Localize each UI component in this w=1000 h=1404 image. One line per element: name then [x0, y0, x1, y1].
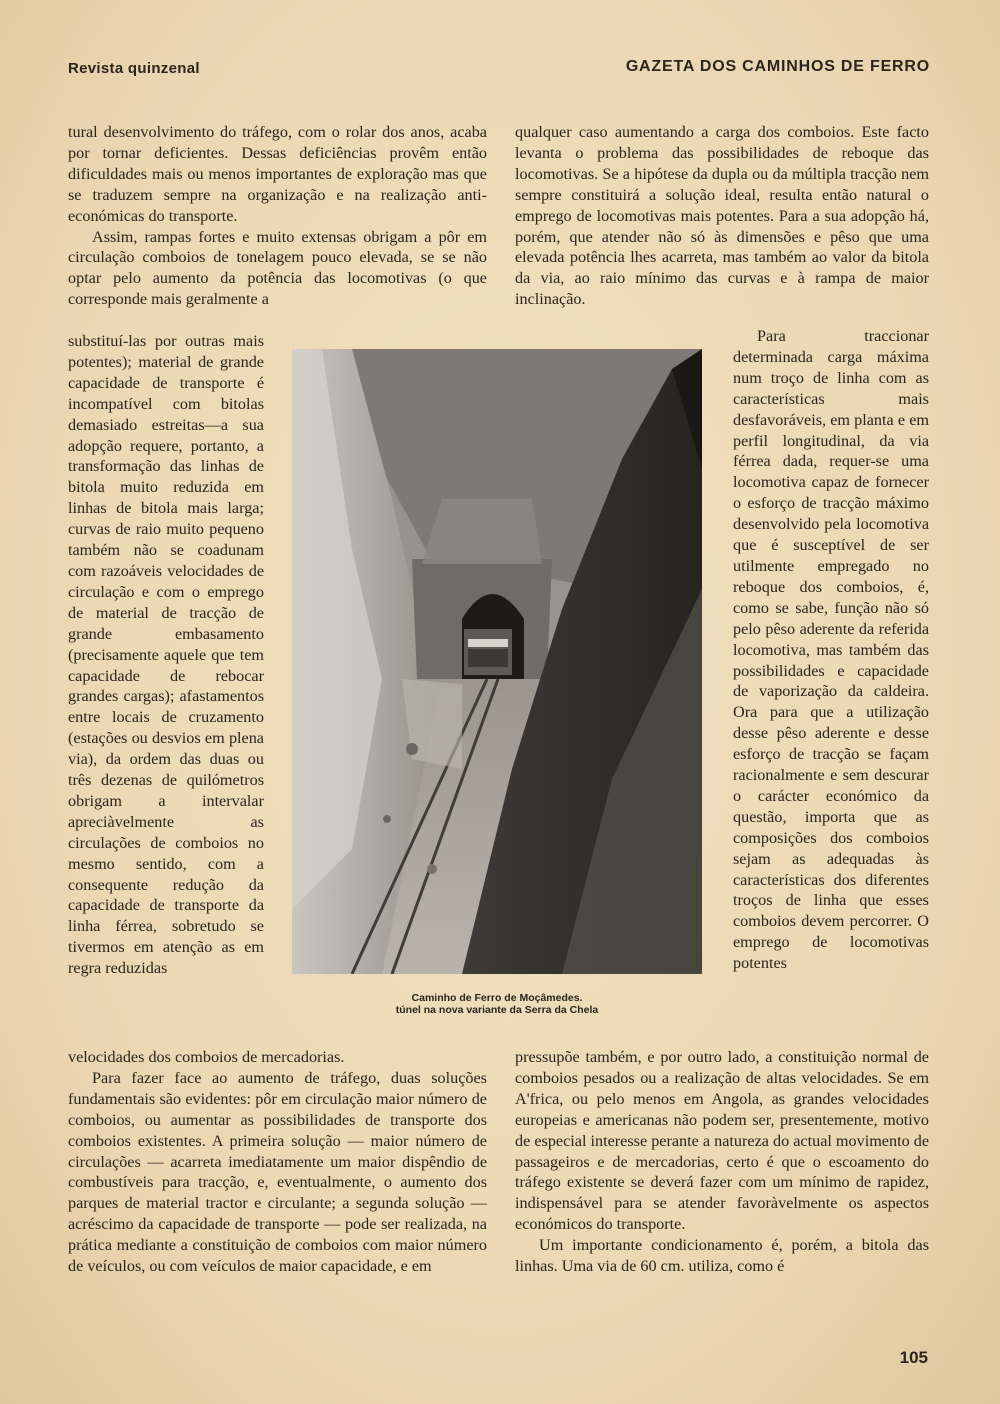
left-column-top	[68, 122, 487, 310]
caption-line-2: túnel na nova variante da Serra da Chela	[395, 1004, 599, 1016]
caption-line-1: Caminho de Ferro de Moçâmedes.	[411, 992, 583, 1004]
paragraph: pressupõe também, e por outro lado, a constituição normal de comboios pesados ou a realização de altas velocidades. Se em A'frica, ou pelo menos em Angola, as grandes velocidades europeias e americanas não podem ser, presentemente, motivo de especial interesse perante a natureza do actual movimento de passageiros e de mercadorias, certo é que o escoamento do tráfego existente se deverá fazer com um mínimo de rapidez, indispensável para se atender favoràvelmente os aspectos económicos do transporte.	[515, 1048, 929, 1234]
tunnel-photograph	[292, 349, 702, 974]
right-column-bottom	[515, 1047, 929, 1277]
right-column-top	[515, 122, 929, 310]
photo-caption	[292, 992, 702, 1016]
header-magazine-title: GAZETA DOS CAMINHOS DE FERRO	[625, 58, 930, 75]
paragraph: Para traccionar determinada carga máxima num troço de linha com as características mais desfavoráveis, em planta e em perfil longitudinal, da via férrea dada, requer-se uma locomotiva capaz de fornecer o esforço de tracção máximo desenvolvido pela locomotiva que é susceptível de ser utilmente empregado no reboque dos comboios, é, como se sabe, função não só pelo pêso aderente da referida locomotiva, mas também das possibilidades e capacidade de vaporização da caldeira. Ora para que a utilização desse pêso aderente e desse esforço de tracção se façam racionalmente e sem descurar o carácter económico da questão, importa que as composições dos comboios sejam as adequadas às características dos diferentes troços de linha que esses comboios devem percorrer. O emprego de locomotivas potentes	[733, 327, 929, 973]
left-column-narrow	[68, 331, 264, 979]
paragraph: Para fazer face ao aumento de tráfego, duas soluções fundamentais são evidentes: pôr em circulação maior número de comboios, ou aumentar as possibilidades de transporte dos comboios existentes. A primeira solução — maior número de circulações — acarreta imediatamente um maior dispêndio de combustíveis para tracção, e, eventualmente, o aumento dos parques de material tractor e circulante; a segunda solução — acréscimo da capacidade de transporte — pode ser realizada, na prática mediante a constituição de comboios com maior número de veículos, ou com veículos de maior capacidade, e em	[68, 1068, 487, 1276]
paragraph: qualquer caso aumentando a carga dos comboios. Este facto levanta o problema das possibilidades de reboque das locomotivas. Se a hipótese da dupla ou da múltipla tracção nem sempre constituirá a solução ideal, resulta então natural o emprego de locomotivas mais potentes. Para a sua adopção há, porém, que atender não só às dimensões e pêso que uma elevada potência lhes acarreta, mas também ao valor da bitola da via, ao raio mínimo das curvas e à rampa de maior inclinação.	[515, 123, 929, 309]
right-column-narrow	[733, 326, 929, 974]
paragraph: tural desenvolvimento do tráfego, com o rolar dos anos, acaba por tornar deficientes. Dessas deficiências provêm então dificuldades mais ou menos importantes de exploração mas que se traduzem sempre na organização e na realização anti-económicas do transporte.	[68, 123, 487, 225]
header-periodicity: Revista quinzenal	[68, 60, 200, 77]
paragraph: velocidades dos comboios de mercadorias.	[68, 1048, 345, 1066]
paragraph: Um importante condicionamento é, porém, a bitola das linhas. Uma via de 60 cm. utiliza, como é	[515, 1236, 929, 1276]
paragraph: substituí-las por outras mais potentes); material de grande capacidade de transporte é incompatível com bitolas demasiado estreitas—a sua adopção requere, portanto, a transformação das linhas de bitola muito reduzida em linhas de bitola mais larga; curvas de raio muito pequeno também não se coadunam com razoáveis velocidades de circulação e com o emprego de material de tracção de grande embasamento (precisamente aquele que tem capacidade de rebocar grandes cargas); afastamentos entre locais de cruzamento (estações ou desvios em plena via), da ordem das duas ou três dezenas de quilómetros obrigam a intervalar apreciàvelmente as circulações de comboios no mesmo sentido, com a consequente redução da capacidade de transporte da linha férrea, sobretudo se tivermos em atenção as em regra reduzidas	[68, 332, 264, 978]
paragraph: Assim, rampas fortes e muito extensas obrigam a pôr em circulação comboios de tonelagem pouco elevada, se se não optar pelo aumento da potência das locomotivas (o que corresponde mais geralmente a	[68, 227, 487, 309]
page-number: 105	[899, 1348, 928, 1367]
tunnel-photo-illustration	[292, 349, 702, 974]
left-column-bottom	[68, 1047, 487, 1277]
